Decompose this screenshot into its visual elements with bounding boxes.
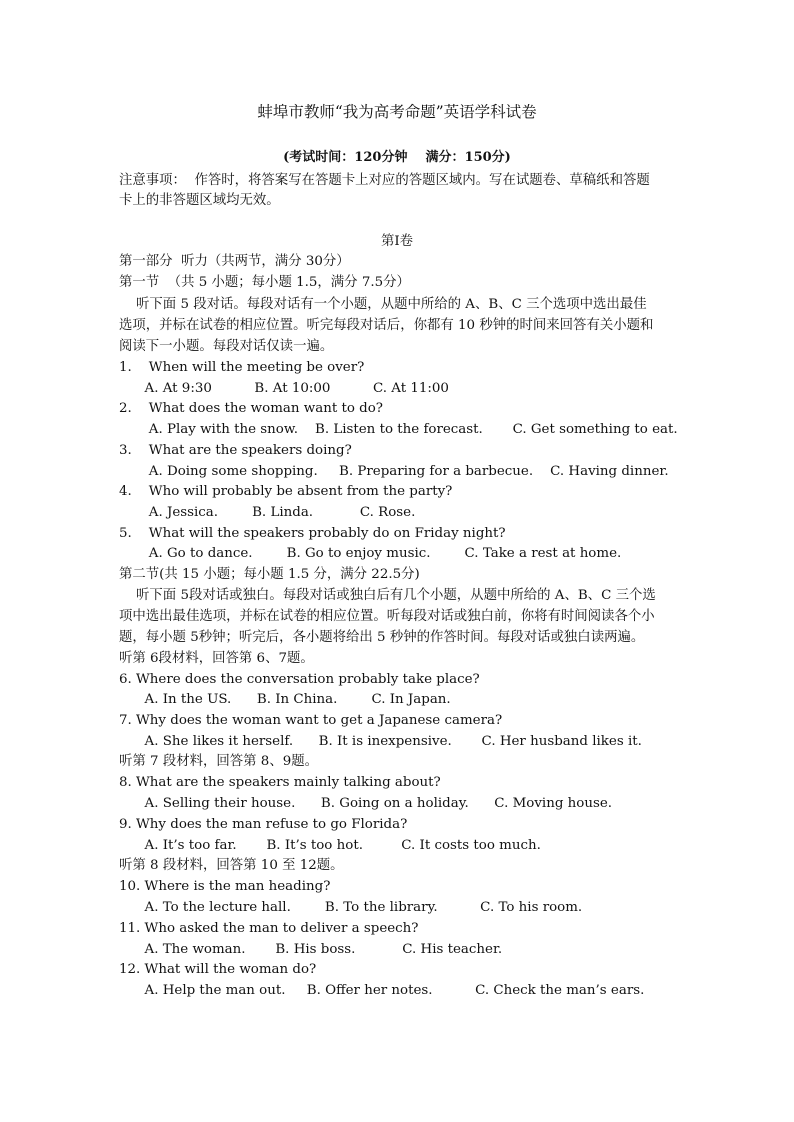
section2-instruction-1: 听下面 5段对话或独白。每段对话或独白后有几个小题，从题中所给的 A、B、C 三个选 xyxy=(119,588,656,603)
section1-instruction-1: 听下面 5 段对话。每段对话有一个小题，从题中所给的 A、B、C 三个选项中选出最佳 xyxy=(119,297,647,312)
section1-instruction-3: 阅读下一小题。每段对话仅读一遍。 xyxy=(119,339,334,354)
question-2: 2. What does the woman want to do? xyxy=(119,401,383,416)
section2-title: 第二节(共 15 小题；每小题 1.5 分，满分 22.5分) xyxy=(119,567,420,582)
question-12: 12. What will the woman do? xyxy=(119,962,317,977)
volume-heading: 第I卷 xyxy=(380,234,414,249)
section2-instruction-2: 项中选出最佳选项，并标在试卷的相应位置。听每段对话或独白前，你将有时间阅读各个小 xyxy=(119,609,655,624)
material-6-heading: 听第 6段材料，回答第 6、7题。 xyxy=(119,651,314,666)
section1-instruction-2: 选项，并标在试卷的相应位置。听完每段对话后，你都有 10 秒钟的时间来回答有关小题和 xyxy=(119,318,654,333)
notice-line-2: 卡上的非答题区域均无效。 xyxy=(119,193,280,208)
question-10-options: A. To the lecture hall. B. To the library. C. To his room. xyxy=(119,900,583,915)
page-title: 蚌埠市教师“我为高考命题”英语学科试卷 xyxy=(257,103,537,121)
question-6-options: A. In the US. B. In China. C. In Japan. xyxy=(119,692,451,707)
question-6: 6. Where does the conversation probably take place? xyxy=(119,672,480,687)
question-8: 8. What are the speakers mainly talking about? xyxy=(119,775,441,790)
section1-title: 第一节 （共 5 小题；每小题 1.5，满分 7.5分） xyxy=(119,275,410,290)
question-9: 9. Why does the man refuse to go Florida? xyxy=(119,817,408,832)
question-12-options: A. Help the man out. B. Offer her notes. C. Check the man’s ears. xyxy=(119,983,645,998)
question-5-options: A. Go to dance. B. Go to enjoy music. C. Take a rest at home. xyxy=(119,546,622,561)
question-4-options: A. Jessica. B. Linda. C. Rose. xyxy=(119,505,416,520)
question-1: 1. When will the meeting be over? xyxy=(119,360,365,375)
question-9-options: A. It’s too far. B. It’s too hot. C. It costs too much. xyxy=(119,838,541,853)
question-3-options: A. Doing some shopping. B. Preparing for a barbecue. C. Having dinner. xyxy=(119,464,669,479)
material-7-heading: 听第 7 段材料，回答第 8、9题。 xyxy=(119,754,319,769)
question-4: 4. Who will probably be absent from the party? xyxy=(119,484,453,499)
question-1-options: A. At 9:30 B. At 10:00 C. At 11:00 xyxy=(119,381,449,396)
notice-line-1: 注意事项： 作答时，将答案写在答题卡上对应的答题区域内。写在试题卷、草稿纸和答题 xyxy=(119,173,650,188)
part1-title: 第一部分 听力（共两节，满分 30分） xyxy=(119,254,350,269)
question-5: 5. What will the speakers probably do on Friday night? xyxy=(119,526,506,541)
question-8-options: A. Selling their house. B. Going on a holiday. C. Moving house. xyxy=(119,796,613,811)
section2-instruction-3: 题，每小题 5秒钟；听完后，各小题将给出 5 秒钟的作答时间。每段对话或独白读两遍。 xyxy=(119,630,645,645)
question-3: 3. What are the speakers doing? xyxy=(119,443,352,458)
question-10: 10. Where is the man heading? xyxy=(119,879,331,894)
question-11: 11. Who asked the man to deliver a speech? xyxy=(119,921,419,936)
question-11-options: A. The woman. B. His boss. C. His teacher. xyxy=(119,942,503,957)
question-7: 7. Why does the woman want to get a Japanese camera? xyxy=(119,713,503,728)
exam-info: (考试时间：120分钟 满分：150分) xyxy=(283,150,511,165)
question-2-options: A. Play with the snow. B. Listen to the forecast. C. Get something to eat. xyxy=(119,422,678,437)
question-7-options: A. She likes it herself. B. It is inexpensive. C. Her husband likes it. xyxy=(119,734,642,749)
material-8-heading: 听第 8 段材料，回答第 10 至 12题。 xyxy=(119,858,344,873)
